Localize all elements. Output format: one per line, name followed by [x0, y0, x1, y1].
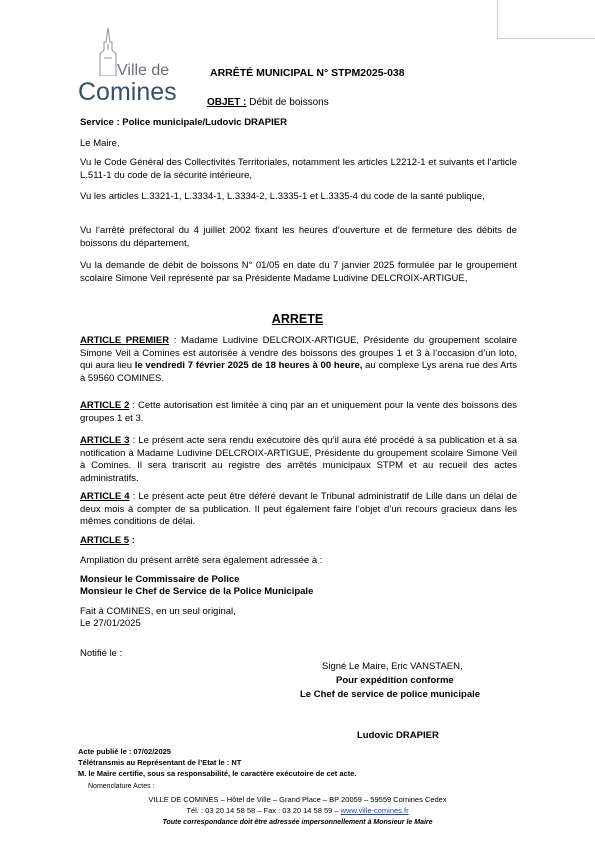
footer-certifie: M. le Maire certifie, sous sa responsabilité, le caractère exécutoire de cet acte.	[78, 769, 357, 778]
article-5-text: :	[129, 535, 135, 546]
article-4	[80, 491, 517, 529]
signatory-name: Ludovic DRAPIER	[357, 730, 439, 741]
article-4-text: : Le présent acte peut être déféré devant le Tribunal administratif de Lille dans un délai de deux mois à compter de sa publication. Il peut également faire l’objet d’un recours gracieux dans les mêmes conditions de délai.	[80, 491, 517, 527]
objet-label: OBJET :	[207, 97, 247, 108]
notifie-line: Notifié le :	[80, 648, 123, 659]
recipient-1: Monsieur le Commissaire de Police	[80, 574, 240, 585]
logo-ville-text: Ville de	[117, 62, 170, 79]
stamp-box	[497, 0, 595, 39]
footer-teletransmis: Télétransmis au Représentant de l’Etat le : NT	[78, 758, 242, 767]
signature-line-2: Pour expédition conforme	[336, 675, 454, 686]
footer-address: VILLE DE COMINES – Hôtel de Ville – Grand Place – BP 20059 – 59559 Comines Cedex	[148, 795, 447, 804]
signature-line-3: Le Chef de service de police municipale	[300, 689, 481, 700]
service-line: Service : Police municipale/Ludovic DRAPIER	[80, 117, 287, 128]
vu-paragraph-2: Vu les articles L.3321-1, L.3334-1, L.3334-2, L.3335-1 et L.3335-4 du code de la santé publique,	[80, 191, 485, 202]
salutation: Le Maire,	[80, 138, 120, 149]
footer-nomenclature: Nomenclature Actes :	[88, 783, 155, 790]
logo-comines-text: Comines	[78, 78, 177, 106]
article-4-label: ARTICLE 4	[80, 491, 130, 502]
website-link[interactable]: www.ville-comines.fr	[340, 806, 409, 815]
document-title: ARRÊTÉ MUNICIPAL N° STPM2025-038	[210, 67, 405, 79]
article-5-label: ARTICLE 5	[80, 535, 130, 546]
fait-line: Fait à COMINES, en un seul original,	[80, 606, 236, 617]
article-2	[80, 400, 517, 425]
article-1-date: le vendredi 7 février 2025 de 18 heures à 00 heure,	[134, 360, 363, 371]
footer-publie: Acte publié le : 07/02/2025	[78, 747, 171, 756]
vu-paragraph-3: Vu l’arrêté préfectoral du 4 juillet 2002 fixant les heures d’ouverture et de fermeture des débits de boissons du département,	[80, 225, 517, 249]
article-1-text-1: : Madame Ludivine DELCROIX-ARTIGUE, Présidente du groupement scolaire Simone Veil à Comines est autorisée à vendre des boissons des groupes 1 et 3 à l’occasion d’un loto, qui aura lieu	[80, 335, 518, 371]
arrete-heading: ARRETE	[271, 312, 324, 326]
signature-line-1: Signé Le Maire, Eric VANSTAEN,	[322, 661, 463, 672]
article-3-text: : Le présent acte sera rendu exécutoire dès qu’il aura été procédé à sa publication et à sa notification à Madame Ludivine DELCROIX-ARTIGUE, Présidente du groupement scolaire Simone Veil à Comines. Il sera transcrit au registre des arrêtés municipaux STPM et au recueil des actes administratifs.	[80, 435, 518, 484]
vu-paragraph-1: Vu le Code Général des Collectivités Territoriales, notamment les articles L2212-1 et suivants et l’article L.511-1 du code de la sécurité intérieure,	[80, 157, 517, 181]
article-2-text: : Cette autorisation est limitée à cinq par an et uniquement pour la vente des boissons des groupes 1 et 3.	[80, 400, 518, 424]
footer-contact	[0, 805, 595, 816]
vu-paragraph-4: Vu la demande de débit de boissons N° 01/05 en date du 7 janvier 2025 formulée par le groupement scolaire Simone Veil représenté par sa Présidente Madame Ludivine DELCROIX-ARTIGUE,	[80, 260, 517, 284]
objet-line	[207, 97, 329, 108]
footer-correspondence: Toute correspondance doit être adressée impersonnellement à Monsieur le Maire	[162, 819, 433, 826]
city-logo	[78, 28, 193, 108]
article-2-label: ARTICLE 2	[80, 400, 130, 411]
article-1-text-2: au complexe Lys arena rue des Arts à 59560 COMINES.	[80, 360, 518, 384]
article-1	[80, 335, 517, 385]
footer-phone: Tél. : 03 20 14 58 58 – Fax : 03 20 14 58 59 –	[186, 806, 341, 815]
article-3-label: ARTICLE 3	[80, 435, 130, 446]
article-5	[80, 535, 517, 548]
article-3	[80, 435, 517, 485]
date-line: Le 27/01/2025	[80, 618, 141, 629]
article-1-label: ARTICLE PREMIER	[80, 335, 170, 346]
objet-text: Débit de boissons	[246, 97, 329, 108]
recipient-2: Monsieur le Chef de Service de la Police Municipale	[80, 586, 314, 597]
ampliation-line: Ampliation du présent arrêté sera également adressée à :	[80, 555, 323, 566]
